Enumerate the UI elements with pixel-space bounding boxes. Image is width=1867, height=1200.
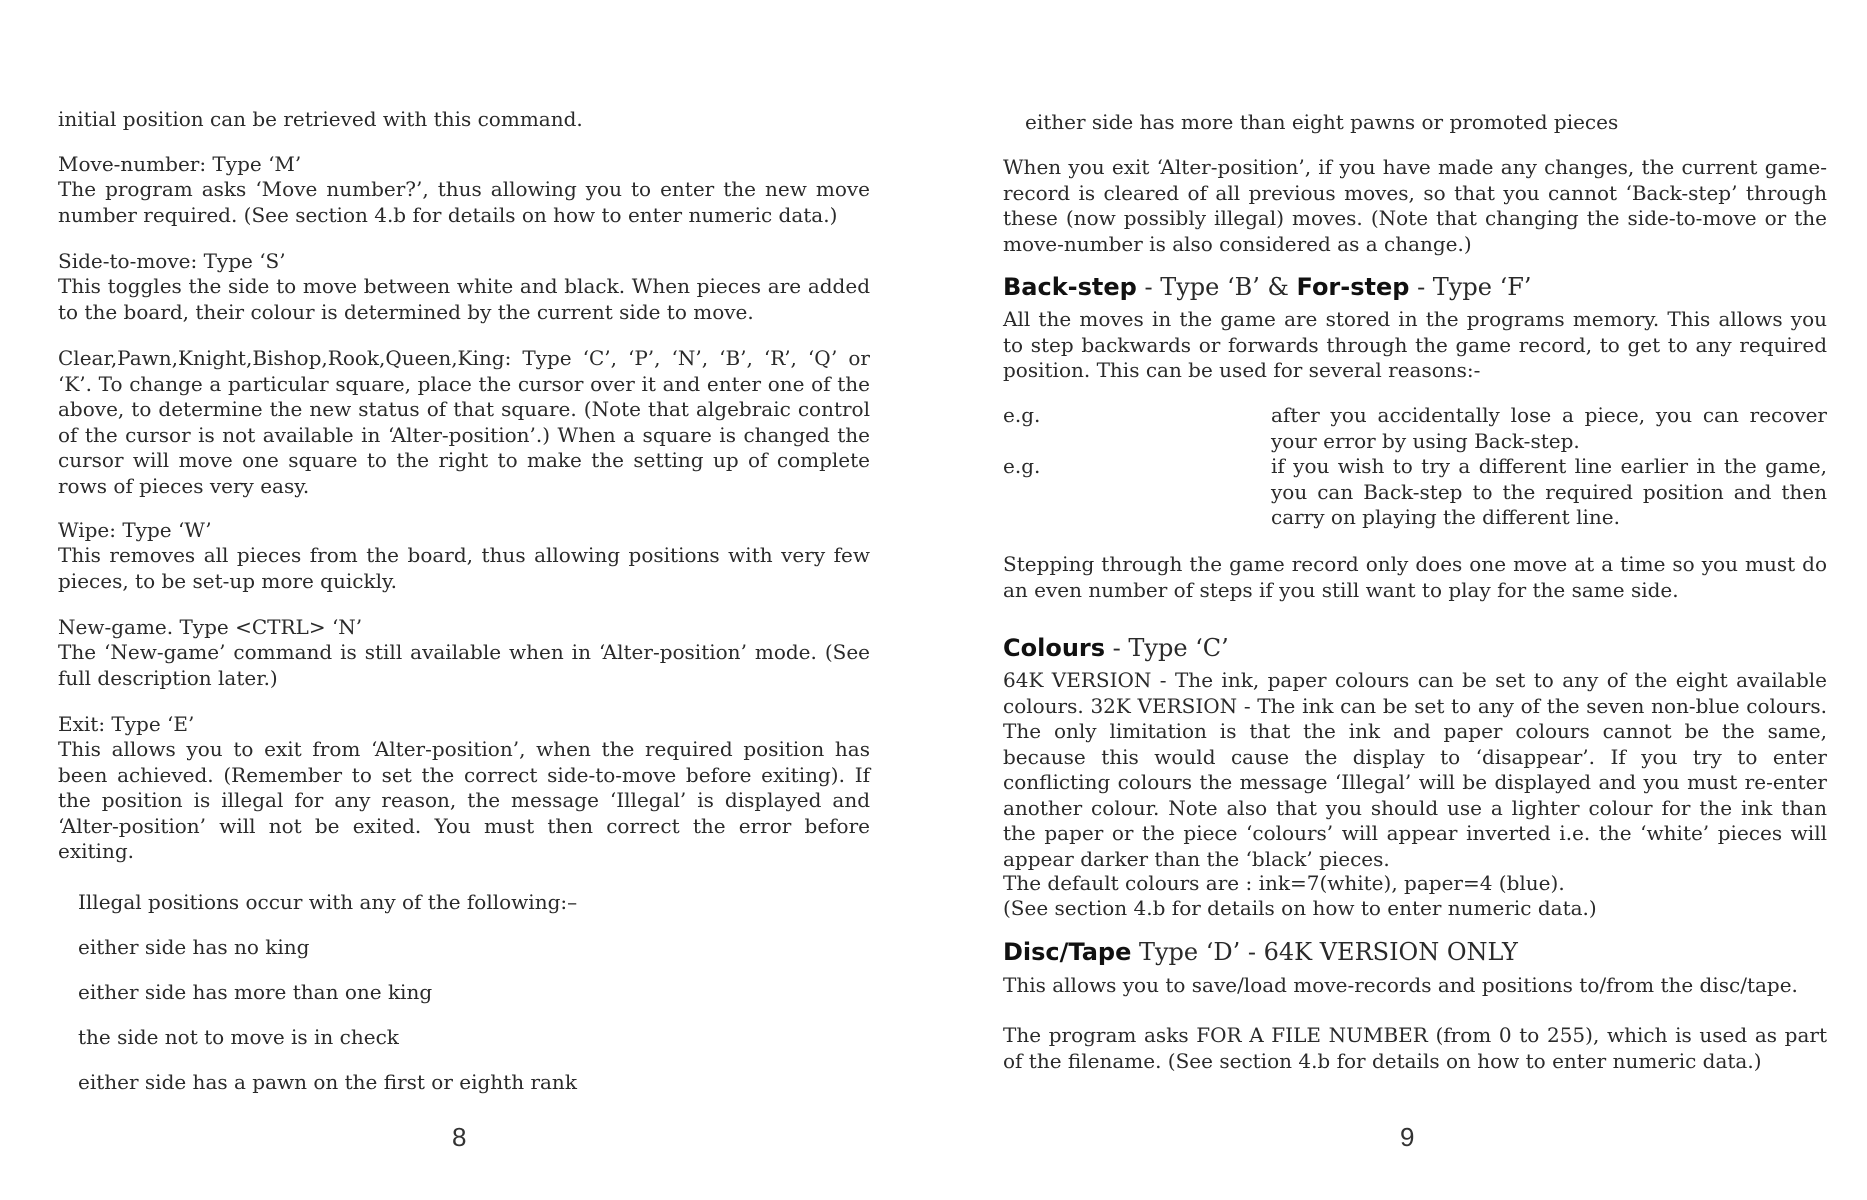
back-step-suffix: - Type ‘B’ & (1136, 273, 1297, 301)
wipe-text: This removes all pieces from the board, thus allowing positions with very few pieces, to be set-up more quickly. (58, 543, 870, 593)
colours-heading (1003, 633, 1827, 663)
colours-suffix: - Type ‘C’ (1105, 634, 1229, 662)
for-step-suffix: - Type ‘F’ (1409, 273, 1532, 301)
colours-default: The default colours are : ink=7(white), paper=4 (blue). (1003, 871, 1565, 895)
illegal-item: either side has no king (78, 935, 310, 959)
illegal-item: either side has more than one king (78, 980, 433, 1004)
stepping-text: Stepping through the game record only does one move at a time so you must do an even number of steps if you still want to play for the same side. (1003, 552, 1827, 602)
back-step-text: All the moves in the game are stored in the programs memory. This allows you to step backwards or forwards through the game record, to get to any required position. This can be used for several reasons:- (1003, 307, 1827, 382)
back-step-title: Back-step (1003, 273, 1137, 301)
piece-commands-text: Clear,Pawn,Knight,Bishop,Rook,Queen,King: Type ‘C’, ‘P’, ‘N’, ‘B’, ‘R’, ‘Q’ or ‘K’. To change a particular square, place the cursor over it and enter one of the above, to determine the new status of that square. (Note that algebraic control of the cursor is not available in ‘Alter-position’.) When a square is changed the cursor will move one square to the right to make the setting up of complete rows of pieces very easy. (58, 346, 870, 498)
illegal-item-continued: either side has more than eight pawns or promoted pieces (1025, 110, 1619, 134)
example-text: if you wish to try a different line earlier in the game, you can Back-step to the required position and then carry on playing the different line. (1271, 454, 1827, 529)
disc-tape-heading (1003, 937, 1827, 967)
disc-tape-suffix: Type ‘D’ - 64K VERSION ONLY (1131, 938, 1518, 966)
paragraph-continuation: initial position can be retrieved with this command. (58, 107, 583, 131)
side-to-move-heading: Side-to-move: Type ‘S’ (58, 249, 286, 273)
disc-tape-text: This allows you to save/load move-records and positions to/from the disc/tape. (1003, 973, 1798, 997)
example-text: after you accidentally lose a piece, you can recover your error by using Back-step. (1271, 403, 1827, 453)
colours-text: 64K VERSION - The ink, paper colours can be set to any of the eight available colours. 32K VERSION - The ink can be set to any of the seven non-blue colours. The only limitation is that the ink and paper colours cannot be the same, because this would cause the display to ‘disappear’. If you try to enter conflicting colours the message ‘Illegal’ will be displayed and you must re-enter another colour. Note also that you should use a lighter colour for the ink than the paper or the piece ‘colours’ will appear inverted i.e. the ‘white’ pieces will appear darker than the ‘black’ pieces. (1003, 668, 1827, 871)
illegal-item: either side has a pawn on the first or eighth rank (78, 1070, 577, 1094)
page-number-left: 8 (452, 1122, 467, 1152)
disc-tape-title: Disc/Tape (1003, 938, 1132, 966)
back-step-heading (1003, 272, 1827, 302)
illegal-intro: Illegal positions occur with any of the following:– (78, 890, 578, 914)
move-number-heading: Move-number: Type ‘M’ (58, 152, 302, 176)
page-number-right: 9 (1400, 1122, 1415, 1152)
for-step-title: For-step (1296, 273, 1410, 301)
exit-note-text: When you exit ‘Alter-position’, if you have made any changes, the current game-record is cleared of all previous moves, so that you cannot ‘Back-step’ through these (now possibly illegal) moves. (Note that changing the side-to-move or the move-number is also considered as a change.) (1003, 155, 1827, 256)
new-game-text: The ‘New-game’ command is still available when in ‘Alter-position’ mode. (See full description later.) (58, 640, 870, 690)
exit-heading: Exit: Type ‘E’ (58, 712, 195, 736)
move-number-text: The program asks ‘Move number?’, thus allowing you to enter the new move number required. (See section 4.b for details on how to enter numeric data.) (58, 177, 870, 227)
disc-tape-file-text: The program asks FOR A FILE NUMBER (from 0 to 255), which is used as part of the filename. (See section 4.b for details on how to enter numeric data.) (1003, 1023, 1827, 1073)
example-key: e.g. (1003, 403, 1041, 427)
example-key: e.g. (1003, 454, 1041, 478)
new-game-heading: New-game. Type <CTRL> ‘N’ (58, 615, 363, 639)
colours-see: (See section 4.b for details on how to enter numeric data.) (1003, 896, 1597, 920)
wipe-heading: Wipe: Type ‘W’ (58, 518, 212, 542)
illegal-item: the side not to move is in check (78, 1025, 399, 1049)
side-to-move-text: This toggles the side to move between white and black. When pieces are added to the board, their colour is determined by the current side to move. (58, 274, 870, 324)
colours-title: Colours (1003, 634, 1106, 662)
exit-text: This allows you to exit from ‘Alter-position’, when the required position has been achieved. (Remember to set the correct side-to-move before exiting). If the position is illegal for any reason, the message ‘Illegal’ is displayed and ‘Alter-position’ will not be exited. You must then correct the error before exiting. (58, 737, 870, 863)
